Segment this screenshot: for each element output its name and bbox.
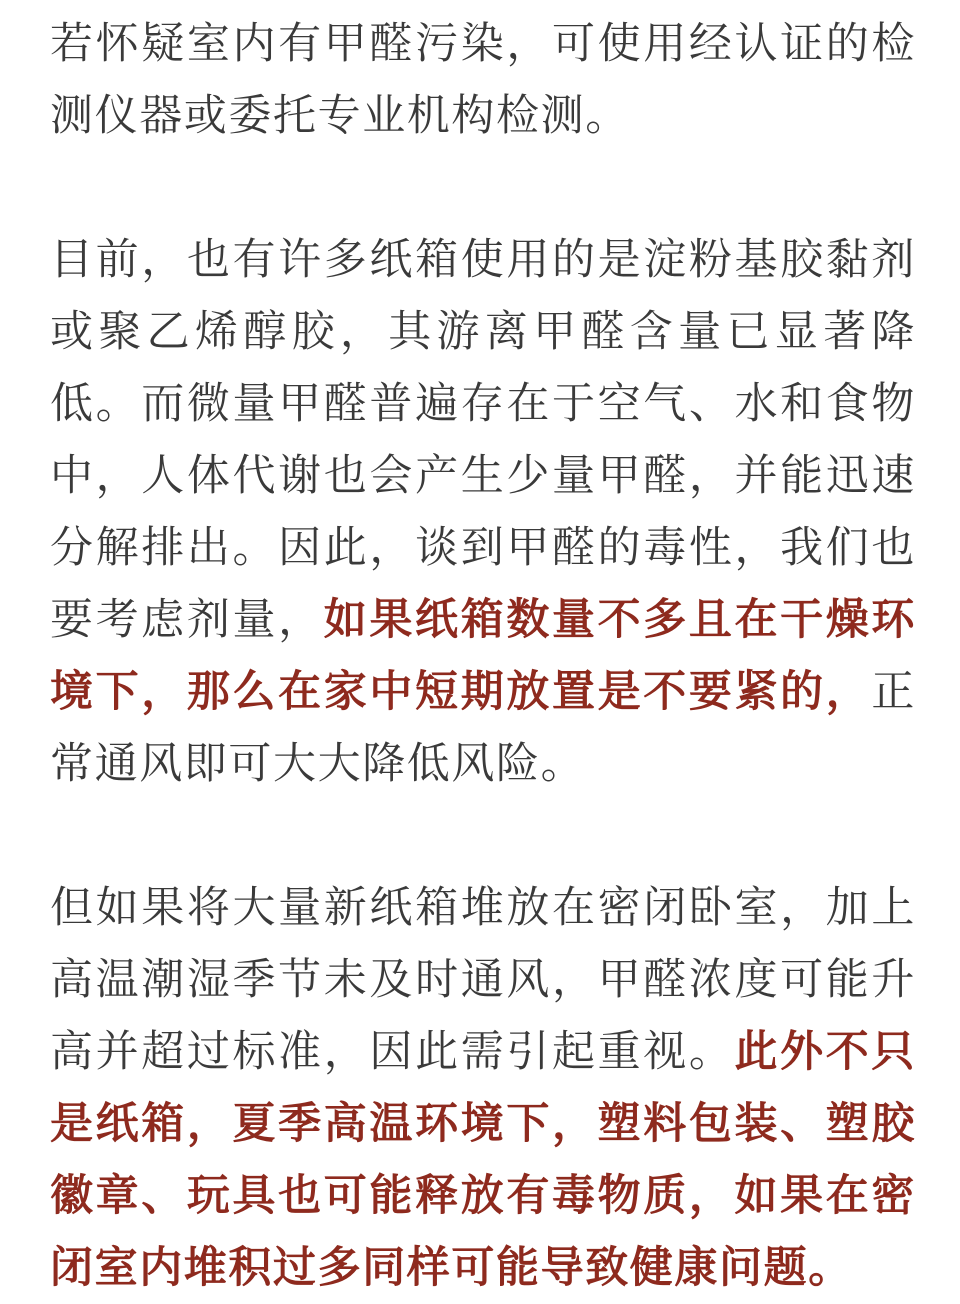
paragraph-carton-adhesive bbox=[50, 224, 916, 800]
highlighted-text: 如果纸箱数量不多且在干燥环境下，那么在家中短期放置是不要紧的， bbox=[50, 595, 916, 717]
article-body bbox=[50, 0, 916, 1304]
paragraph-text: 若怀疑室内有甲醛污染，可使用经认证的检测仪器或委托专业机构检测。 bbox=[50, 19, 916, 141]
paragraph-text: 正常通风即可大大降低风险。 bbox=[50, 667, 916, 789]
paragraph-sealed-room-warning bbox=[50, 872, 916, 1304]
paragraph-text: 但如果将大量新纸箱堆放在密闭卧室，加上高温潮湿季节未及时通风，甲醛浓度可能升高并超过标准，因此需引起重视。 bbox=[50, 883, 916, 1077]
paragraph-text: 目前，也有许多纸箱使用的是淀粉基胶黏剂或聚乙烯醇胶，其游离甲醛含量已显著降低。而微量甲醛普遍存在于空气、水和食物中，人体代谢也会产生少量甲醛，并能迅速分解排出。因此，谈到甲醛的毒性，我们也要考虑剂量， bbox=[50, 235, 916, 645]
highlighted-text: 此外不只是纸箱，夏季高温环境下，塑料包装、塑胶徽章、玩具也可能释放有毒物质，如果在密闭室内堆积过多同样可能导致健康问题。 bbox=[50, 1027, 916, 1293]
paragraph-detection-advice bbox=[50, 0, 916, 152]
